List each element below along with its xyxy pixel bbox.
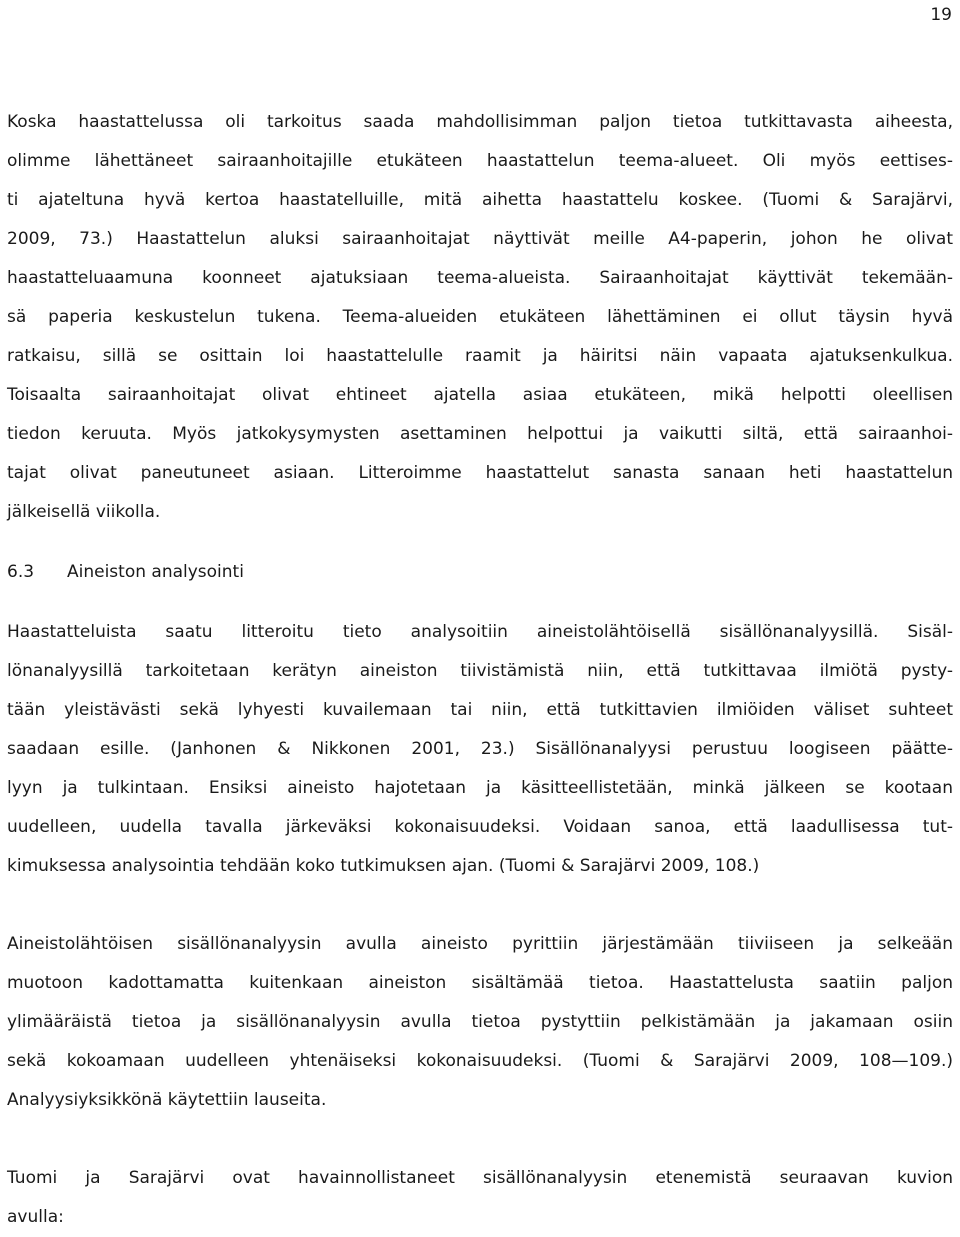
text-line: kimuksessa analysointia tehdään koko tutkimuksen ajan. (Tuomi & Sarajärvi 2009, 108.) (7, 856, 760, 876)
text-line: 2009, 73.) Haastattelun aluksi sairaanhoitajat näyttivät meille A4-paperin, johon he olivat (7, 229, 953, 249)
text-line: tiedon keruuta. Myös jatkokysymysten asettaminen helpottui ja vaikutti siltä, että sairaanhoi- (7, 424, 953, 444)
text-line: muotoon kadottamatta kuitenkaan aineiston sisältämää tietoa. Haastattelusta saatiin paljon (7, 973, 953, 993)
text-line: Koska haastattelussa oli tarkoitus saada mahdollisimman paljon tietoa tutkittavasta aiheesta, (7, 112, 953, 132)
text-line: tään yleistävästi sekä lyhyesti kuvailemaan tai niin, että tutkittavien ilmiöiden väliset suhteet (7, 700, 953, 720)
paragraph-figure-intro (7, 1159, 953, 1237)
text-line: lyyn ja tulkintaan. Ensiksi aineisto hajotetaan ja käsitteellistetään, minkä jälkeen se kootaan (7, 778, 953, 798)
text-line: ratkaisu, sillä se osittain loi haastattelulle raamit ja häiritsi näin vapaata ajatuksenkulkua. (7, 346, 953, 366)
text-line: tajat olivat paneutuneet asiaan. Litteroimme haastattelut sanasta sanaan heti haastattelun (7, 463, 953, 483)
text-line: ylimääräistä tietoa ja sisällönanalyysin avulla tietoa pystyttiin pelkistämään ja jakamaan osiin (7, 1012, 953, 1032)
text-line: Analyysiyksikkönä käytettiin lauseita. (7, 1090, 327, 1110)
section-title: Aineiston analysointi (67, 562, 244, 582)
text-line: haastatteluaamuna koonneet ajatuksiaan teema-alueista. Sairaanhoitajat käyttivät tekemään- (7, 268, 953, 288)
text-line: ti ajateltuna hyvä kertoa haastatelluille, mitä aihetta haastattelu koskee. (Tuomi & Sarajärvi, (7, 190, 953, 210)
paragraph-data-driven-analysis (7, 925, 953, 1120)
text-line: sekä kokoamaan uudelleen yhtenäiseksi kokonaisuudeksi. (Tuomi & Sarajärvi 2009, 108—109.) (7, 1051, 953, 1071)
text-line: saadaan esille. (Janhonen & Nikkonen 2001, 23.) Sisällönanalyysi perustuu loogiseen päätte- (7, 739, 953, 759)
text-line: sä paperia keskustelun tukena. Teema-alueiden etukäteen lähettäminen ei ollut täysin hyvä (7, 307, 953, 327)
text-line: avulla: (7, 1207, 64, 1227)
text-line: Tuomi ja Sarajärvi ovat havainnollistaneet sisällönanalyysin etenemistä seuraavan kuvion (7, 1168, 953, 1188)
paragraph-interview-process (7, 103, 953, 532)
text-line: Toisaalta sairaanhoitajat olivat ehtineet ajatella asiaa etukäteen, mikä helpotti oleellisen (7, 385, 953, 405)
section-heading (7, 553, 953, 592)
text-line: olimme lähettäneet sairaanhoitajille etukäteen haastattelun teema-alueet. Oli myös eettises- (7, 151, 953, 171)
text-line: Haastatteluista saatu litteroitu tieto analysoitiin aineistolähtöisellä sisällönanalyysillä. Sisäl- (7, 622, 953, 642)
paragraph-content-analysis (7, 613, 953, 886)
text-line: Aineistolähtöisen sisällönanalyysin avulla aineisto pyrittiin järjestämään tiiviiseen ja selkeään (7, 934, 953, 954)
page-number: 19 (930, 5, 952, 25)
section-number: 6.3 (7, 562, 35, 582)
text-line: jälkeisellä viikolla. (7, 502, 161, 522)
text-line: lönanalyysillä tarkoitetaan kerätyn aineiston tiivistämistä niin, että tutkittavaa ilmiötä pysty- (7, 661, 953, 681)
document-body (7, 103, 953, 1237)
text-line: uudelleen, uudella tavalla järkeväksi kokonaisuudeksi. Voidaan sanoa, että laadullisessa tut- (7, 817, 953, 837)
